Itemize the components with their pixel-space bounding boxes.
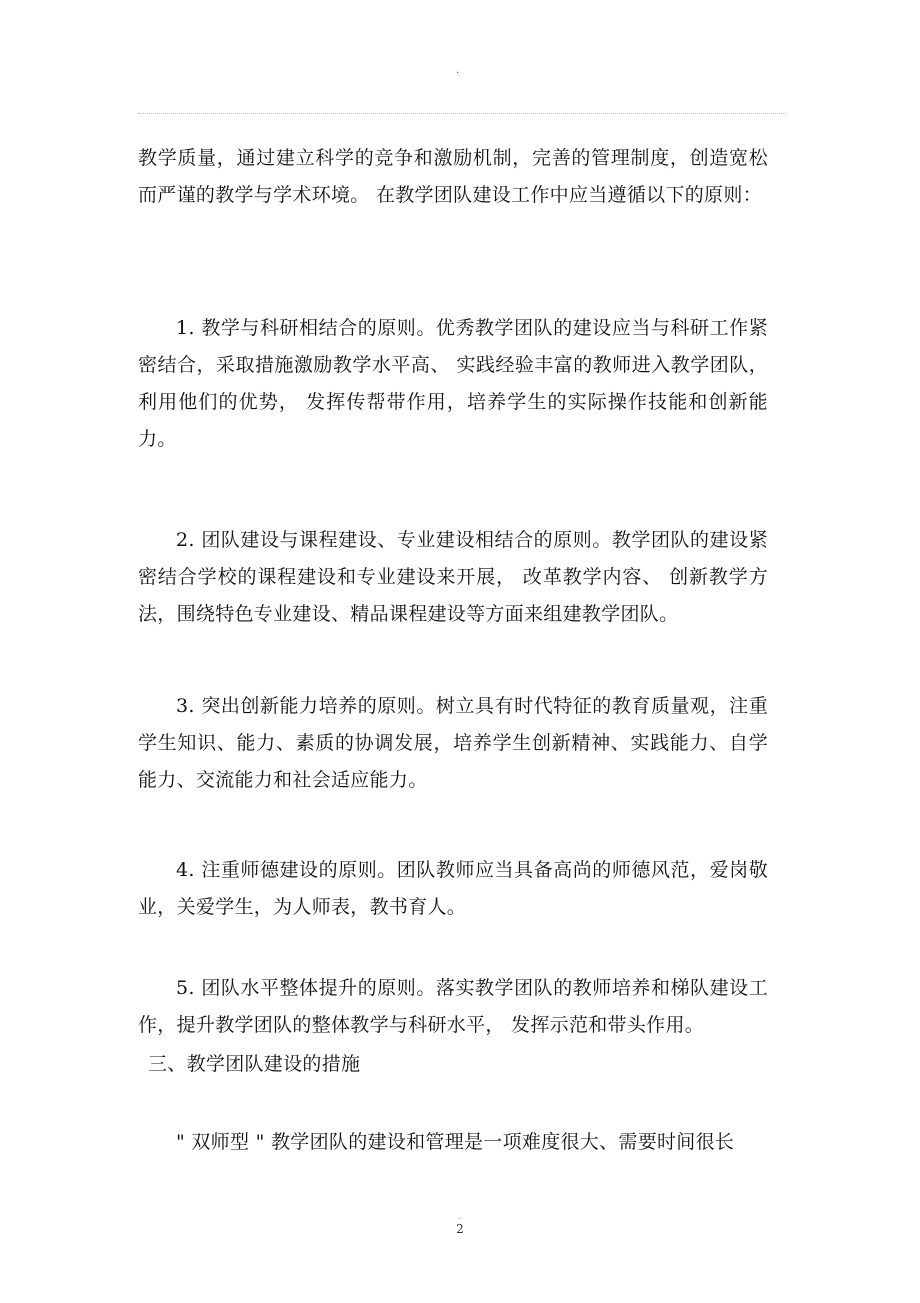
paragraph-principle-3 [138,688,768,799]
paragraph-principle-5 [138,970,768,1044]
measures-intro-text: " 双师型 " 教学团队的建设和管理是一项难度很大、需要时间很长 [176,1131,735,1153]
section-heading: 三、教学团队建设的措施 [148,1053,361,1075]
header-rule [138,113,786,114]
principle-5-text: 5. 团队水平整体提升的原则。落实教学团队的教师培养和梯队建设工作，提升教学团队的整体教学与科研水平， 发挥示范和带头作用。 [138,977,768,1036]
paragraph-principle-1 [138,310,768,458]
principle-3-text: 3. 突出创新能力培养的原则。树立具有时代特征的教育质量观，注重学生知识、能力、素质的协调发展，培养学生创新精神、实践能力、自学能力、交流能力和社会适应能力。 [138,695,768,791]
page-number: 2 [456,1222,464,1236]
paragraph-principle-4 [138,852,768,926]
paragraph-intro: 教学质量，通过建立科学的竞争和激励机制，完善的管理制度，创造宽松而严谨的教学与学术环境。 在教学团队建设工作中应当遵循以下的原则： [138,147,768,206]
footer-mark: . [458,1212,461,1221]
principle-1-text: 1. 教学与科研相结合的原则。优秀教学团队的建设应当与科研工作紧密结合，采取措施激励教学水平高、 实践经验丰富的教师进入教学团队，利用他们的优势， 发挥传帮带作用，培养学生的实际操作技能和创新能力。 [138,317,768,450]
paragraph-measures-intro [138,1124,768,1161]
principle-2-text: 2. 团队建设与课程建设、专业建设相结合的原则。教学团队的建设紧密结合学校的课程建设和专业建设来开展， 改革教学内容、 创新教学方法，围绕特色专业建设、精品课程建设等方面来组建教学团队。 [138,529,768,625]
paragraph-principle-2 [138,522,768,633]
principle-4-text: 4. 注重师德建设的原则。团队教师应当具备高尚的师德风范，爱岗敬业，关爱学生，为人师表，教书育人。 [138,859,768,918]
header-mark: . [456,65,460,76]
